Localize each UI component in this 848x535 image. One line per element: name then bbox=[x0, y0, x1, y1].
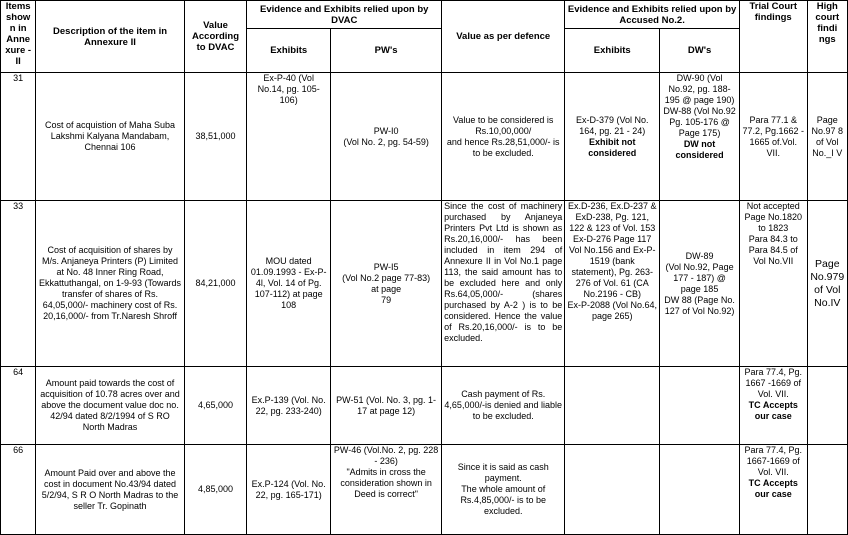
trial-court-text: Para 77.4, Pg. 1667-1669 of Vol. VII. bbox=[744, 445, 803, 477]
table-row bbox=[1, 73, 848, 201]
trial-court-note: TC Accepts our case bbox=[748, 400, 798, 421]
value-dvac: 4,85,000 bbox=[184, 445, 247, 535]
header-items-shown: Items show n in Anne xure - II bbox=[1, 1, 36, 73]
dvac-exhibits: MOU dated 01.09.1993 - Ex-P-4l, Vol. 14 of Pg. 107-112) at page 108 bbox=[247, 201, 331, 367]
high-court-finding bbox=[807, 367, 847, 445]
table-row bbox=[1, 445, 848, 535]
table-row bbox=[1, 201, 848, 367]
table-row bbox=[1, 367, 848, 445]
dvac-exhibits: Ex.P-139 (Vol. No. 22, pg. 233-240) bbox=[247, 367, 331, 445]
trial-court-finding bbox=[739, 367, 807, 445]
accused-exhibits bbox=[565, 73, 660, 201]
accused-exhibits bbox=[565, 367, 660, 445]
high-court-finding: Page No.97 8 of Vol No._I V bbox=[807, 73, 847, 201]
defence-value: Cash payment of Rs. 4,65,000/-is denied and liable to be excluded. bbox=[442, 367, 565, 445]
value-dvac: 84,21,000 bbox=[184, 201, 247, 367]
accused-exhibits-text: Ex-D-379 (Vol No. 164, pg. 21 - 24) bbox=[575, 114, 649, 136]
accused-exhibits: Ex.D-236, Ex.D-237 & ExD-238, Pg. 121, 122 & 123 of Vol. 153 Ex-D-276 Page 117 Vol No.156 and Ex-P-1519 (bank statement), Pg. 263-276 of Vol. 61 (CA No.2196 - CB) Ex-P-2088 (Vol No.64, page 265) bbox=[565, 201, 660, 367]
header-exhibits: Exhibits bbox=[247, 29, 331, 73]
value-dvac: 4,65,000 bbox=[184, 367, 247, 445]
accused-dws bbox=[660, 445, 740, 535]
header-pws: PW's bbox=[331, 29, 442, 73]
item-number: 64 bbox=[1, 367, 36, 445]
header-high-court: High court findi ngs bbox=[807, 1, 847, 73]
trial-court-finding: Para 77.1 & 77.2, Pg.1662 - 1665 of.Vol. VII. bbox=[739, 73, 807, 201]
item-description: Cost of acquisition of shares by M/s. Anjaneya Printers (P) Limited at No. 48 Inner Ring Road, Ekkattuthangal, on 1-9-93 (Towards transfer of shares of Rs. 64,05,000/- machinery cost of Rs. 20,16,000/- from Tr.Naresh Shroff bbox=[36, 201, 184, 367]
defence-value: Since it is said as cash payment. The whole amount of Rs.4,85,000/- is to be excluded. bbox=[442, 445, 565, 535]
item-description: Amount paid towards the cost of acquisition of 10.78 acres over and above the document value doc no. 42/94 dated 8/2/1994 of S RO North Madras bbox=[36, 367, 184, 445]
defence-value: Since the cost of machinery purchased by Anjaneya Printers Pvt Ltd is shown as Rs.20,16,000/- has been included in item 294 of Annexure II in Vol No.1 page 113, the said amount has to be excluded here and only Rs.64,05,000/- (shares purchased by A-2 ) is to be considered. Hence the value of Rs.20,16,000/- is to be excluded. bbox=[442, 201, 565, 367]
item-description: Amount Paid over and above the cost in document No.43/94 dated 5/2/94, S R O North Madras to the seller Tr. Gopinath bbox=[36, 445, 184, 535]
item-number: 33 bbox=[1, 201, 36, 367]
dvac-pws: PW-46 (Vol.No. 2, pg. 228 - 236) "Admits in cross the consideration shown in Deed is correct" bbox=[331, 445, 442, 535]
header-evidence-dvac: Evidence and Exhibits relied upon by DVAC bbox=[247, 1, 442, 29]
trial-court-note: TC Accepts our case bbox=[748, 478, 798, 499]
accused-dws-note: DW not considered bbox=[675, 139, 724, 160]
accused-exhibits bbox=[565, 445, 660, 535]
dvac-pws: PW-51 (Vol. No. 3, pg. 1-17 at page 12) bbox=[331, 367, 442, 445]
trial-court-finding: Not accepted Page No.1820 to 1823 Para 84.3 to Para 84.5 of Vol No.VII bbox=[739, 201, 807, 367]
item-number: 31 bbox=[1, 73, 36, 201]
accused-dws bbox=[660, 73, 740, 201]
item-description: Cost of acquistion of Maha Suba Lakshmi Kalyana Mandabam, Chennai 106 bbox=[36, 73, 184, 201]
header-trial-court: Trial Court findings bbox=[739, 1, 807, 73]
accused-dws: DW-89 (Vol No.92, Page 177 - 187) @ page 185 DW 88 (Page No. 127 of Vol No.92) bbox=[660, 201, 740, 367]
dvac-pws: PW-I5 (Vol No.2 page 77-83) at page 79 bbox=[331, 201, 442, 367]
defence-value: Value to be considered is Rs.10,00,000/ and hence Rs.28,51,000/- is to be excluded. bbox=[442, 73, 565, 201]
header-description: Description of the item in Annexure II bbox=[36, 1, 184, 73]
item-number: 66 bbox=[1, 445, 36, 535]
header-value-dvac: Value According to DVAC bbox=[184, 1, 247, 73]
value-dvac: 38,51,000 bbox=[184, 73, 247, 201]
header-dws: DW's bbox=[660, 29, 740, 73]
trial-court-finding bbox=[739, 445, 807, 535]
dvac-exhibits: Ex-P-40 (Vol No.14, pg. 105-106) bbox=[247, 73, 331, 201]
accused-dws-text: DW-90 (Vol No.92, pg. 188-195 @ page 190) DW-88 (Vol No.92 Pg. 105-176 @ Page 175) bbox=[663, 73, 736, 138]
header-evidence-accused: Evidence and Exhibits relied upon by Accused No.2. bbox=[565, 1, 740, 29]
accused-exhibits-note: Exhibit not considered bbox=[588, 136, 637, 158]
header-value-defence: Value as per defence bbox=[442, 1, 565, 73]
header-accused-exhibits: Exhibits bbox=[565, 29, 660, 73]
dvac-exhibits: Ex.P-124 (Vol. No. 22, pg. 165-171) bbox=[247, 445, 331, 535]
high-court-finding bbox=[807, 445, 847, 535]
high-court-finding: Page No.979 of Vol No.IV bbox=[807, 201, 847, 367]
accused-dws bbox=[660, 367, 740, 445]
trial-court-text: Para 77.4, Pg. 1667 -1669 of Vol. VII. bbox=[744, 367, 803, 399]
dvac-pws: PW-I0 (Vol No. 2, pg. 54-59) bbox=[331, 73, 442, 201]
